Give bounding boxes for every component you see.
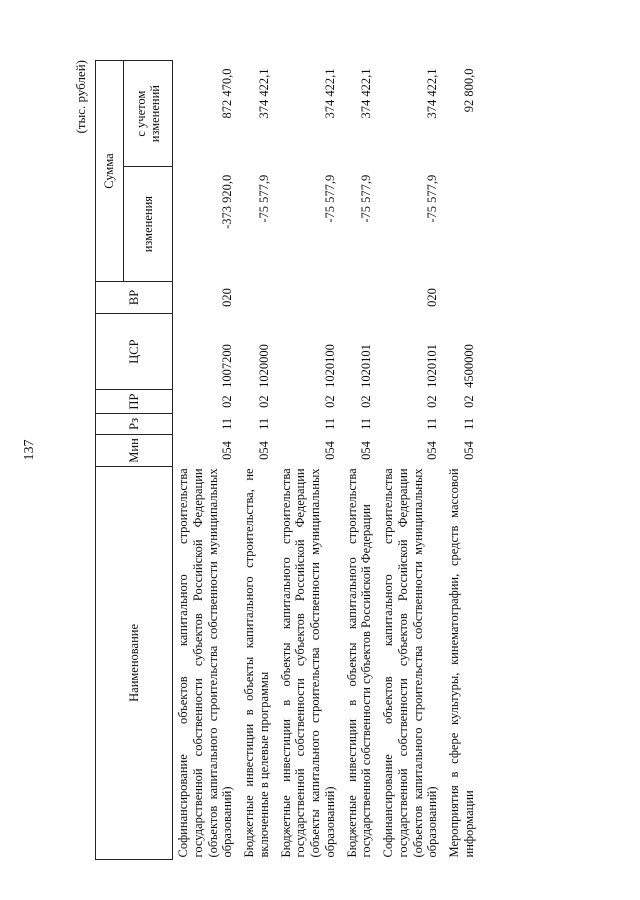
row-rz: 11 [425, 417, 440, 430]
row-change: -75 577,9 [322, 174, 337, 223]
row-rz: 11 [322, 417, 337, 430]
table-row [342, 61, 379, 860]
units-label: (тыс. рублей) [73, 60, 88, 134]
page-number: 137 [22, 439, 37, 461]
row-pr: 02 [256, 395, 271, 408]
row-change: -75 577,9 [256, 174, 271, 223]
table-row [173, 61, 240, 860]
row-total: 872 470,0 [220, 68, 235, 119]
row-change: -75 577,9 [359, 174, 374, 223]
row-change: -75 577,9 [425, 174, 440, 223]
row-min: 054 [359, 441, 374, 460]
row-pr: 02 [461, 395, 476, 408]
row-min: 054 [461, 441, 476, 460]
row-csr: 1020100 [322, 344, 337, 388]
row-pr: 02 [359, 395, 374, 408]
row-min: 054 [322, 441, 337, 460]
row-rz: 11 [461, 417, 476, 430]
header-min: Мин [96, 435, 173, 467]
row-total: 374 422,1 [425, 68, 440, 119]
row-rz: 11 [220, 417, 235, 430]
row-total: 374 422,1 [322, 68, 337, 119]
table-header [96, 61, 173, 860]
row-pr: 02 [425, 395, 440, 408]
row-vr [276, 282, 342, 314]
rotated-document-body [73, 60, 595, 860]
table-row [378, 61, 444, 860]
row-name: Бюджетные инвестиции в объекты капитального строительства государственной собственности субъектов Российской Федерации [344, 468, 374, 858]
row-vr [239, 282, 276, 314]
table-body [173, 61, 481, 860]
header-csr: ЦСР [96, 313, 173, 390]
header-vr: ВР [96, 282, 173, 314]
table-row [444, 61, 481, 860]
table-row [239, 61, 276, 860]
header-with-changes: с учетом изменений [124, 61, 173, 167]
row-change: -373 920,0 [220, 174, 235, 229]
budget-table [95, 60, 481, 860]
header-sum: Сумма [96, 61, 124, 282]
row-name: Бюджетные инвестиции в объекты капитального строительства, не включенные в целевые программы [242, 468, 271, 858]
row-rz: 11 [359, 417, 374, 430]
row-csr: 1007200 [220, 344, 235, 388]
header-changes: изменения [124, 167, 173, 282]
row-min: 054 [425, 441, 440, 460]
row-total: 374 422,1 [359, 68, 374, 119]
row-name: Софинансирование объектов капитального строительства государственной собственности субъектов Российской Федерации (объектов капитального строительства собственности муниципальных образований) [176, 468, 235, 858]
row-min: 054 [220, 441, 235, 460]
row-name: Бюджетные инвестиции в объекты капитального строительства государственной собственности субъектов Российской Федерации (объекты капитального строительства собственности муниципальных образований) [278, 468, 337, 858]
row-total: 92 800,0 [461, 68, 476, 113]
row-csr: 1020000 [256, 344, 271, 388]
row-vr [342, 282, 379, 314]
row-name: Софинансирование объектов капитального строительства государственной собственности субъектов Российской Федерации (объектов капитального строительства собственности муниципальных образований) [381, 468, 440, 858]
row-rz: 11 [256, 417, 271, 430]
row-min: 054 [256, 441, 271, 460]
row-pr: 02 [220, 395, 235, 408]
row-vr: 020 [425, 288, 440, 307]
row-pr: 02 [322, 395, 337, 408]
row-csr: 4500000 [461, 344, 476, 388]
row-csr: 1020101 [359, 344, 374, 388]
row-name: Мероприятия в сфере культуры, кинематографии, средств массовой информации [447, 468, 476, 858]
header-rz: Рз [96, 413, 173, 434]
row-change [444, 167, 481, 282]
row-total: 374 422,1 [256, 68, 271, 119]
header-pr: ПР [96, 390, 173, 413]
row-csr: 1020101 [425, 344, 440, 388]
header-name: Наименование [96, 466, 173, 859]
row-vr [444, 282, 481, 314]
table-row [276, 61, 342, 860]
row-vr: 020 [220, 288, 235, 307]
